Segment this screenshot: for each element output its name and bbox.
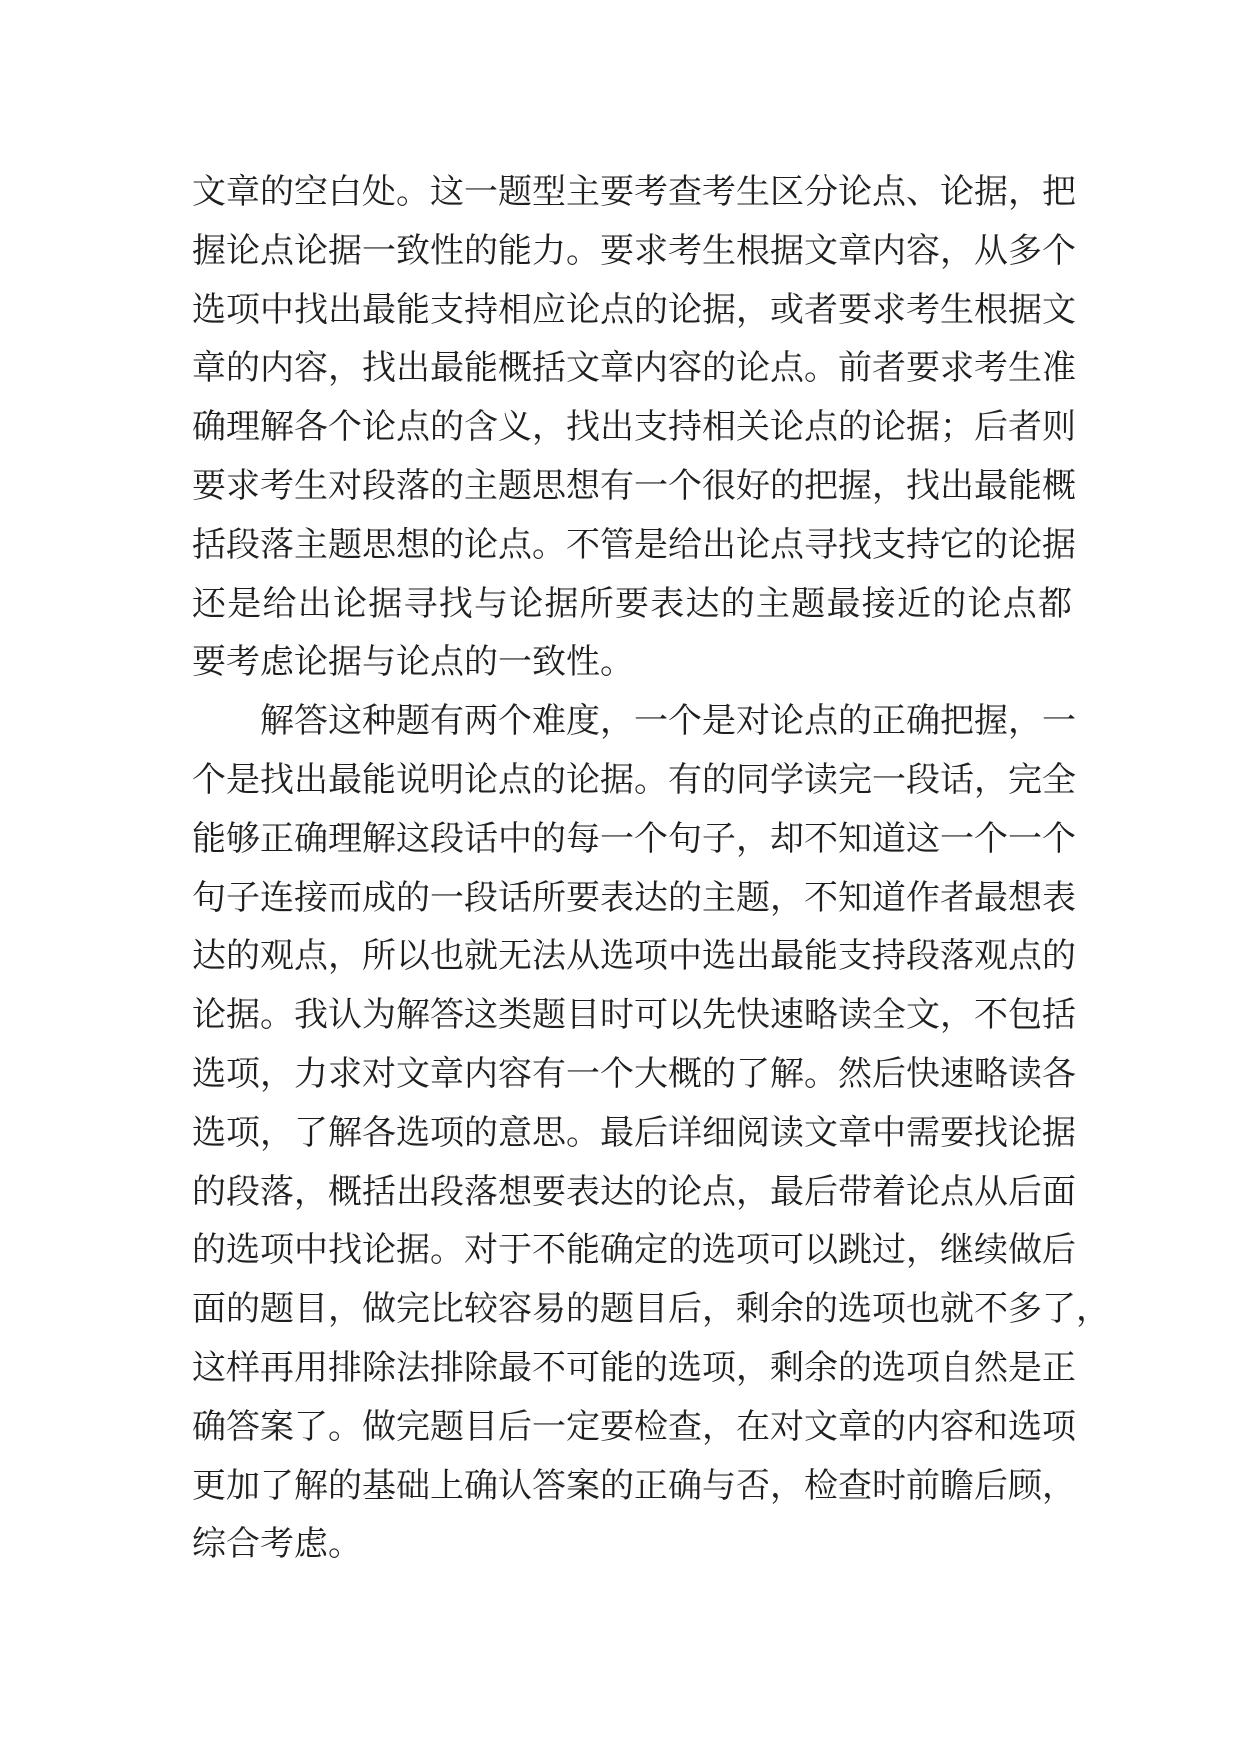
text-line: 还是给出论据寻找与论据所要表达的主题最接近的论点都	[192, 583, 1072, 624]
text-line: 句子连接而成的一段话所要表达的主题，不知道作者最想表	[192, 877, 1076, 918]
paragraph-2	[192, 692, 1110, 1574]
text-line: 括段落主题思想的论点。不管是给出论点寻找支持它的论据	[192, 524, 1076, 565]
text-line: 选项，力求对文章内容有一个大概的了解。然后快速略读各	[192, 1053, 1076, 1094]
text-line: 能够正确理解这段话中的每一个句子，却不知道这一个一个	[192, 818, 1076, 859]
text-line: 要求考生对段落的主题思想有一个很好的把握，找出最能概	[192, 465, 1076, 506]
text-line: 的选项中找论据。对于不能确定的选项可以跳过，继续做后	[192, 1230, 1076, 1271]
text-line: 更加了解的基础上确认答案的正确与否，检查时前瞻后顾，	[192, 1465, 1076, 1506]
text-line: 文章的空白处。这一题型主要考查考生区分论点、论据，把	[192, 172, 1076, 212]
text-line: 综合考虑。	[192, 1524, 362, 1565]
text-line: 面的题目，做完比较容易的题目后，剩余的选项也就不多了，	[192, 1289, 1110, 1330]
text-line: 确答案了。做完题目后一定要检查，在对文章的内容和选项	[192, 1406, 1076, 1447]
text-line: 确理解各个论点的含义，找出支持相关论点的论据；后者则	[192, 407, 1076, 448]
body-text	[192, 163, 1110, 1574]
text-line: 论据。我认为解答这类题目时可以先快速略读全文，不包括	[192, 995, 1076, 1036]
text-line: 握论点论据一致性的能力。要求考生根据文章内容，从多个	[192, 230, 1076, 271]
text-line: 选项，了解各选项的意思。最后详细阅读文章中需要找论据	[192, 1112, 1076, 1153]
text-line: 的段落，概括出段落想要表达的论点，最后带着论点从后面	[192, 1171, 1076, 1212]
text-line: 解答这种题有两个难度，一个是对论点的正确把握，一	[260, 701, 1076, 742]
text-line: 章的内容，找出最能概括文章内容的论点。前者要求考生准	[192, 348, 1076, 389]
text-line: 达的观点，所以也就无法从选项中选出最能支持段落观点的	[192, 936, 1076, 977]
text-line: 这样再用排除法排除最不可能的选项，剩余的选项自然是正	[192, 1347, 1076, 1388]
text-line: 要考虑论据与论点的一致性。	[192, 642, 634, 683]
text-line: 选项中找出最能支持相应论点的论据，或者要求考生根据文	[192, 289, 1076, 330]
paragraph-1	[192, 163, 1076, 692]
text-line: 个是找出最能说明论点的论据。有的同学读完一段话，完全	[192, 759, 1076, 800]
